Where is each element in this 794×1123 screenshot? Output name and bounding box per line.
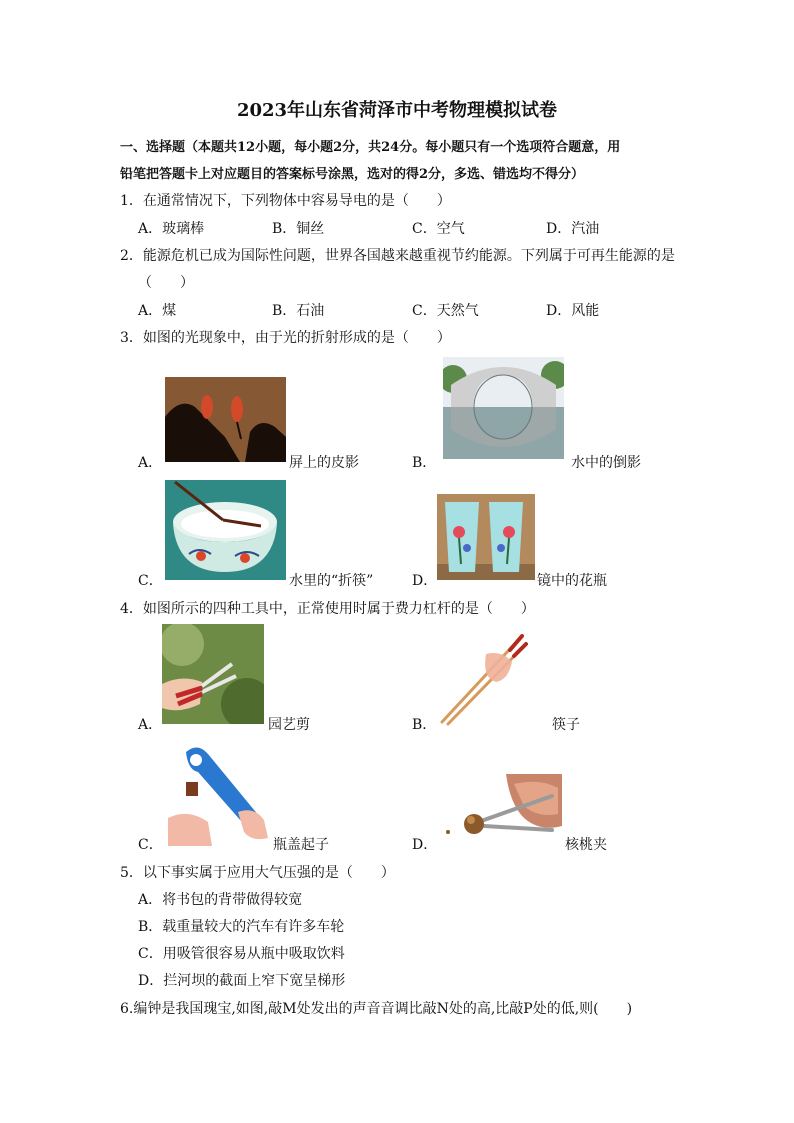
- question-3-option-d-label: D．: [412, 573, 438, 589]
- question-2-option-b: B．石油: [272, 303, 325, 319]
- question-4-option-a-caption: 园艺剪: [268, 717, 310, 733]
- question-6-stem: 6.编钟是我国瑰宝,如图,敲M处发出的声音音调比敲N处的高,比敲P处的低,则( ): [120, 1001, 633, 1017]
- bottle-opener-image: [168, 742, 270, 846]
- walnut-cracker-image: [440, 774, 562, 844]
- shadow-puppet-image: [165, 377, 286, 462]
- question-3-option-d-caption: 镜中的花瓶: [537, 573, 607, 589]
- question-4-option-c-label: C．: [138, 837, 163, 853]
- question-1-stem: 1．在通常情况下，下列物体中容易导电的是（ ）: [120, 193, 451, 209]
- question-1-option-b: B．铜丝: [272, 221, 325, 237]
- question-5-stem: 5．以下事实属于应用大气压强的是（ ）: [120, 865, 395, 881]
- question-2-option-d: D．风能: [546, 303, 600, 319]
- question-5-option-d: D．拦河坝的截面上窄下宽呈梯形: [138, 973, 346, 989]
- question-5-option-c: C．用吸管很容易从瓶中吸取饮料: [138, 946, 345, 962]
- question-3-option-b-caption: 水中的倒影: [571, 455, 641, 471]
- question-5-option-b: B．载重量较大的汽车有许多车轮: [138, 919, 345, 935]
- garden-shears-image: [162, 624, 264, 724]
- question-4-option-c-caption: 瓶盖起子: [273, 837, 329, 853]
- question-5-option-a: A．将书包的背带做得较宽: [138, 892, 303, 908]
- question-4-option-b-label: B．: [412, 717, 437, 733]
- question-2-option-a: A．煤: [138, 303, 177, 319]
- question-4-option-a-label: A．: [138, 717, 163, 733]
- question-1-option-d: D．汽油: [546, 221, 600, 237]
- page-title: 2023年山东省菏泽市中考物理模拟试卷: [236, 100, 558, 121]
- question-3-option-b-label: B．: [412, 455, 437, 471]
- question-2-option-c: C．天然气: [412, 303, 479, 319]
- question-1-option-c: C．空气: [412, 221, 465, 237]
- question-1-option-a: A．玻璃棒: [138, 221, 205, 237]
- question-3-option-a-caption: 屏上的皮影: [289, 455, 359, 471]
- question-4-option-b-caption: 筷子: [552, 717, 580, 733]
- bridge-reflection-image: [443, 357, 564, 459]
- question-3-stem: 3．如图的光现象中，由于光的折射形成的是（ ）: [120, 330, 451, 346]
- question-3-option-a-label: A．: [138, 455, 163, 471]
- bent-chopstick-bowl-image: [165, 480, 286, 580]
- section-heading-line1: 一、选择题（本题共12小题，每小题2分，共24分。每小题只有一个选项符合题意，用: [120, 140, 621, 155]
- section-heading-line2: 铅笔把答题卡上对应题目的答案标号涂黑，选对的得2分，多选、错选均不得分）: [120, 167, 585, 182]
- question-3-option-c-caption: 水里的“折筷”: [289, 573, 374, 589]
- mirror-vases-image: [437, 494, 535, 580]
- question-3-option-c-label: C．: [138, 573, 163, 589]
- question-4-option-d-caption: 核桃夹: [565, 837, 607, 853]
- question-2-stem: 2．能源危机已成为国际性问题，世界各国越来越重视节约能源。下列属于可再生能源的是: [120, 248, 675, 264]
- question-4-stem: 4．如图所示的四种工具中，正常使用时属于费力杠杆的是（ ）: [120, 601, 535, 617]
- chopsticks-image: [438, 630, 528, 726]
- question-4-option-d-label: D．: [412, 837, 438, 853]
- question-2-stem-continued: （ ）: [138, 275, 194, 291]
